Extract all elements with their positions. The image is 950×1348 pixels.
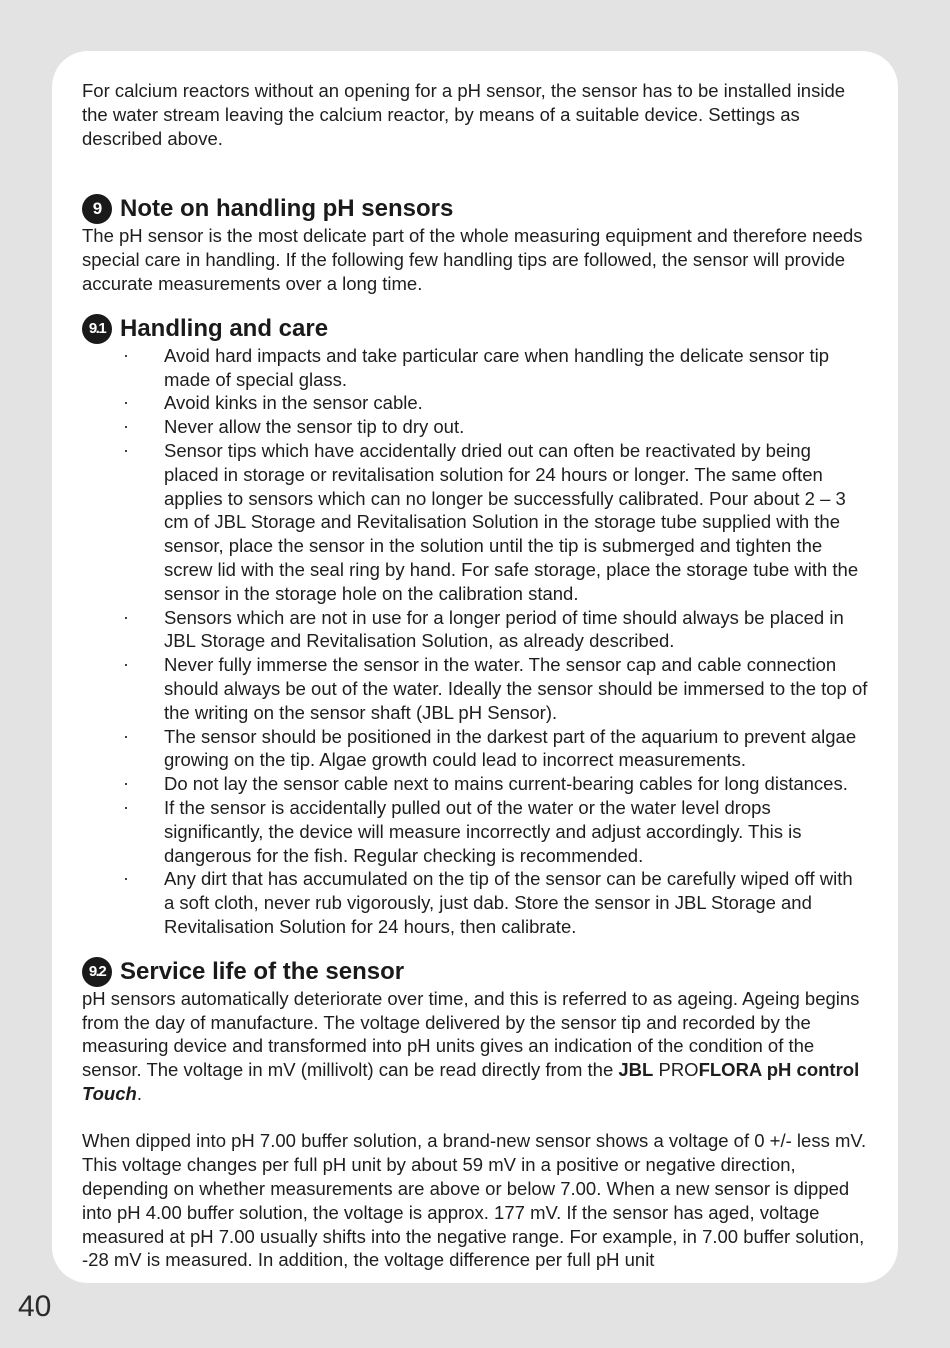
- bullet-dot: ·: [123, 392, 129, 413]
- list-item: [82, 867, 868, 938]
- section-9-heading: [82, 194, 868, 224]
- list-item-text: Sensor tips which have accidentally dried out can often be reactivated by being placed in storage or revitalisation solution for 24 hours or longer. The same often applies to sensors which can no longer be successfully calibrated. Pour about 2 – 3 cm of JBL Storage and Revitalisation Solution in the storage tube supplied with the sensor, place the sensor in the solution until the tip is submerged and tighten the screw lid with the seal ring by hand. For safe storage, place the storage tube with the sensor in the storage hole on the calibration stand.: [164, 439, 859, 604]
- bullet-dot: ·: [123, 773, 129, 794]
- section-9-body: The pH sensor is the most delicate part of the whole measuring equipment and therefore needs special care in handling. If the following few handling tips are followed, the sensor will provide accurate measurements over a long time.: [82, 225, 863, 294]
- bullet-dot: ·: [123, 606, 129, 627]
- brand-pro: PRO: [653, 1059, 699, 1081]
- list-item-text: Any dirt that has accumulated on the tip of the sensor can be carefully wiped off with a soft cloth, never rub vigorously, just dab. Store the sensor in JBL Storage and Revitalisation Solution for 24 hours, then calibrate.: [164, 868, 853, 937]
- list-item-text: Sensors which are not in use for a longer period of time should always be placed in JBL Storage and Revitalisation Solution, as already described.: [164, 606, 844, 652]
- bullet-dot: ·: [123, 868, 129, 889]
- section-9-2-heading: [82, 957, 868, 987]
- section-9-1-title: Handling and care: [120, 314, 329, 342]
- list-item: [82, 772, 868, 796]
- section-9-title: Note on handling pH sensors: [120, 195, 454, 223]
- brand-touch: Touch: [82, 1082, 137, 1104]
- list-item-text: Never fully immerse the sensor in the water. The sensor cap and cable connection should always be out of the water. Ideally the sensor should be immersed to the top of the writing on the sensor shaft (JBL pH Sensor).: [164, 654, 868, 723]
- bullet-dot: ·: [123, 416, 129, 437]
- section-9-badge: 9: [82, 194, 112, 224]
- list-item-text: The sensor should be positioned in the darkest part of the aquarium to prevent algae growing on the tip. Algae growth could lead to incorrect measurements.: [164, 725, 857, 771]
- list-item-text: Avoid kinks in the sensor cable.: [164, 392, 423, 414]
- bullet-dot: ·: [123, 725, 129, 746]
- list-item: [82, 391, 868, 415]
- bullet-dot: ·: [123, 796, 129, 817]
- bullet-dot: ·: [123, 344, 129, 365]
- list-item: [82, 606, 868, 654]
- list-item: [82, 439, 868, 606]
- list-item: [82, 653, 868, 724]
- list-item: [82, 344, 868, 392]
- list-item-text: Do not lay the sensor cable next to mains current-bearing cables for long distances.: [164, 773, 848, 795]
- list-item: [82, 725, 868, 773]
- section-9-2-paragraph-1: [82, 987, 868, 1106]
- list-item-text: If the sensor is accidentally pulled out of the water or the water level drops significantly, the device will measure incorrectly and adjust accordingly. This is dangerous for the fish. Regular checking is recommended.: [164, 796, 802, 866]
- section-9-2-title: Service life of the sensor: [120, 957, 405, 985]
- p1-end: .: [136, 1082, 142, 1104]
- page-number: 40: [18, 1290, 52, 1323]
- brand-flora: FLORA pH control: [698, 1059, 860, 1081]
- handling-list: [82, 344, 868, 939]
- list-item-text: Never allow the sensor tip to dry out.: [164, 416, 465, 438]
- section-9-1-badge: 9.1: [82, 314, 112, 344]
- list-item: [82, 796, 868, 867]
- list-item-text: Avoid hard impacts and take particular care when handling the delicate sensor tip made of special glass.: [164, 344, 830, 390]
- brand-jbl: JBL: [618, 1059, 654, 1081]
- bullet-dot: ·: [123, 439, 129, 460]
- bullet-dot: ·: [123, 654, 129, 675]
- section-9-1-heading: [82, 314, 868, 344]
- section-9-2-paragraph-2: When dipped into pH 7.00 buffer solution, a brand-new sensor shows a voltage of 0 +/- less mV. This voltage changes per full pH unit by about 59 mV in a positive or negative direction, depending on whether measurements are above or below 7.00. When a new sensor is dipped into pH 4.00 buffer solution, the voltage is approx. 177 mV. If the sensor has aged, voltage measured at pH 7.00 usually shifts into the negative range. For example, in 7.00 buffer solution, -28 mV is measured. In addition, the voltage difference per full pH unit: [82, 1130, 867, 1271]
- p1-text: pH sensors automatically deteriorate over time, and this is referred to as ageing. Ageing begins from the day of manufacture. The voltage delivered by the sensor tip and recorded by the measuring device and transformed into pH units gives an indication of the condition of the sensor. The voltage in mV (millivolt) can be read directly from the: [82, 987, 860, 1081]
- page-card: [52, 51, 898, 1283]
- section-9-2-badge: 9.2: [82, 957, 112, 987]
- intro-paragraph: For calcium reactors without an opening for a pH sensor, the sensor has to be installed inside the water stream leaving the calcium reactor, by means of a suitable device. Settings as described above.: [82, 80, 846, 149]
- list-item: [82, 415, 868, 439]
